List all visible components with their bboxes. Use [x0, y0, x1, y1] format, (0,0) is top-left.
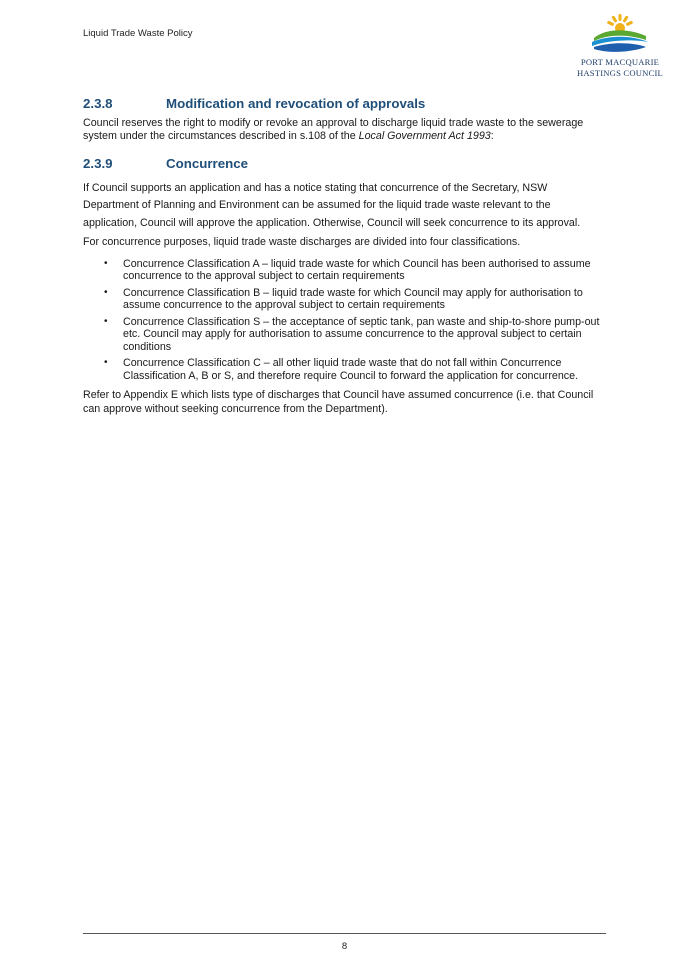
document-header-title: Liquid Trade Waste Policy — [83, 28, 193, 39]
paragraph-punctuation: : — [490, 130, 494, 142]
paragraph-text: Council reserves the right to modify or revoke an approval to discharge liquid trade waste to the sewerage system under the circumstances described in s.108 of the — [83, 117, 584, 142]
section-heading-2-3-8 — [83, 96, 603, 111]
list-item-text: Concurrence Classification C – all other liquid trade waste that do not fall within Concurrence Classification A, B or S, and therefore require Council to forward the application for concurrence. — [123, 357, 579, 382]
classification-intro-paragraph: For concurrence purposes, liquid trade waste discharges are divided into four classifications. — [83, 235, 521, 248]
footer-divider — [83, 933, 606, 934]
list-item-text: Concurrence Classification B – liquid trade waste for which Council may apply for authorisation to assume concurrence to the approval subject to certain requirements — [123, 286, 583, 312]
bullet-icon: • — [104, 286, 108, 298]
logo-text-line1: PORT MACQUARIE — [580, 57, 660, 67]
appendix-reference-paragraph: Refer to Appendix E which lists type of discharges that Council have assumed concurrence (i.e. that Council can approve without seeking concurrence from the Department). — [83, 389, 594, 415]
classification-list — [83, 258, 603, 382]
list-item-text: Concurrence Classification A – liquid trade waste for which Council has been authorised to assume concurrence to the approval subject to certain requirements — [123, 257, 591, 283]
sun-over-hills-logo-icon — [588, 12, 652, 56]
council-logo — [572, 12, 668, 84]
bullet-icon: • — [104, 257, 108, 269]
section-number: 2.3.8 — [83, 96, 113, 111]
concurrence-paragraph: If Council supports an application and has a notice stating that concurrence of the Secretary, NSW Department of Planning and Environment can be assumed for the liquid trade waste relevant to the application, Council will approve the application. Otherwise, Council will seek concurrence to its approval. — [83, 182, 581, 229]
section-heading-2-3-9 — [83, 156, 603, 171]
bullet-icon: • — [104, 357, 108, 369]
page-number: 8 — [341, 941, 348, 952]
logo-text-line2: HASTINGS COUNCIL — [576, 68, 664, 78]
section-title: Concurrence — [166, 156, 249, 171]
list-item — [83, 287, 603, 312]
list-item — [83, 258, 603, 283]
list-item-text: Concurrence Classification S – the acceptance of septic tank, pan waste and ship-to-shore pump-out etc. Council may apply for authorisation to assume concurrence to the approval subject to certain conditions — [123, 316, 600, 353]
list-item — [83, 357, 603, 382]
section-number: 2.3.9 — [83, 156, 113, 171]
section-title: Modification and revocation of approvals — [166, 96, 426, 111]
document-body — [83, 96, 603, 416]
modification-paragraph — [83, 117, 603, 143]
list-item — [83, 316, 603, 353]
act-reference: Local Government Act 1993 — [358, 130, 491, 142]
bullet-icon: • — [104, 316, 108, 328]
